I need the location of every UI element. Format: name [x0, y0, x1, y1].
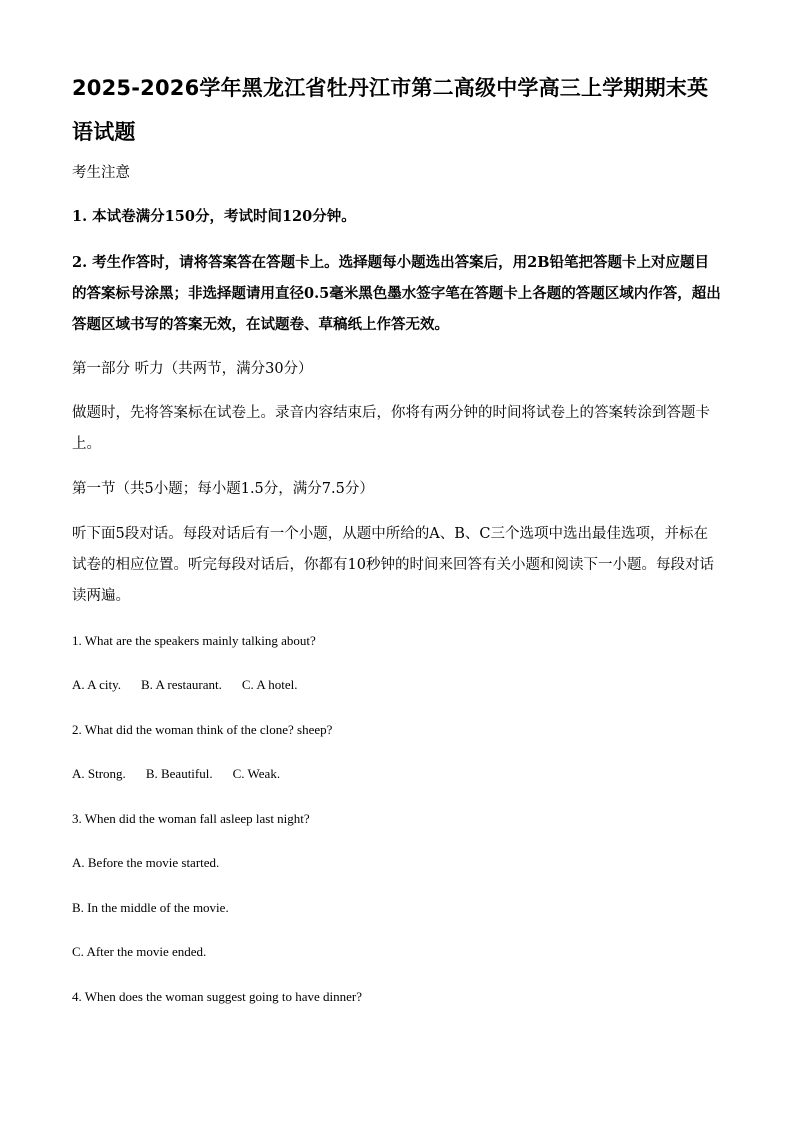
question-3-stem: 3. When did the woman fall asleep last night? — [72, 811, 310, 826]
section1-heading: 第一节（共5小题；每小题1.5分，满分7.5分） — [72, 481, 374, 497]
question-1-options — [72, 675, 722, 695]
question-3-option-b: B. In the middle of the movie. — [72, 900, 229, 915]
part1-heading: 第一部分 听力（共两节，满分30分） — [72, 361, 313, 377]
question-4-stem: 4. When does the woman suggest going to have dinner? — [72, 989, 363, 1004]
question-3-option-c: C. After the movie ended. — [72, 944, 207, 959]
notice-heading: 考生注意 — [72, 165, 130, 181]
exam-title: 2025-2026学年黑龙江省牡丹江市第二高级中学高三上学期期末英语试题 — [72, 76, 709, 144]
question-1-option-a: A. A city. — [72, 677, 121, 692]
question-2-stem: 2. What did the woman think of the clone? sheep? — [72, 722, 333, 737]
part1-instruction: 做题时，先将答案标在试卷上。录音内容结束后，你将有两分钟的时间将试卷上的答案转涂到答题卡上。 — [72, 405, 710, 452]
question-2-options — [72, 764, 722, 784]
question-3-option-a: A. Before the movie started. — [72, 855, 220, 870]
note-2: 2. 考生作答时，请将答案答在答题卡上。选择题每小题选出答案后，用2B铅笔把答题卡上对应题目的答案标号涂黑；非选择题请用直径0.5毫米黑色墨水签字笔在答题卡上各题的答题区域内作答，超出答题区域书写的答案无效，在试题卷、草稿纸上作答无效。 — [72, 254, 721, 333]
note-1: 1. 本试卷满分150分，考试时间120分钟。 — [72, 208, 356, 225]
question-2-option-b: B. Beautiful. — [145, 766, 213, 781]
section1-instruction: 听下面5段对话。每段对话后有一个小题，从题中所给的A、B、C三个选项中选出最佳选项，并标在试卷的相应位置。听完每段对话后，你都有10秒钟的时间来回答有关小题和阅读下一小题。每段对话读两遍。 — [72, 526, 714, 604]
question-2-option-c: C. Weak. — [232, 766, 281, 781]
question-2-option-a: A. Strong. — [72, 766, 126, 781]
question-1-stem: 1. What are the speakers mainly talking about? — [72, 633, 316, 648]
question-1-option-b: B. A restaurant. — [141, 677, 222, 692]
question-1-option-c: C. A hotel. — [241, 677, 298, 692]
